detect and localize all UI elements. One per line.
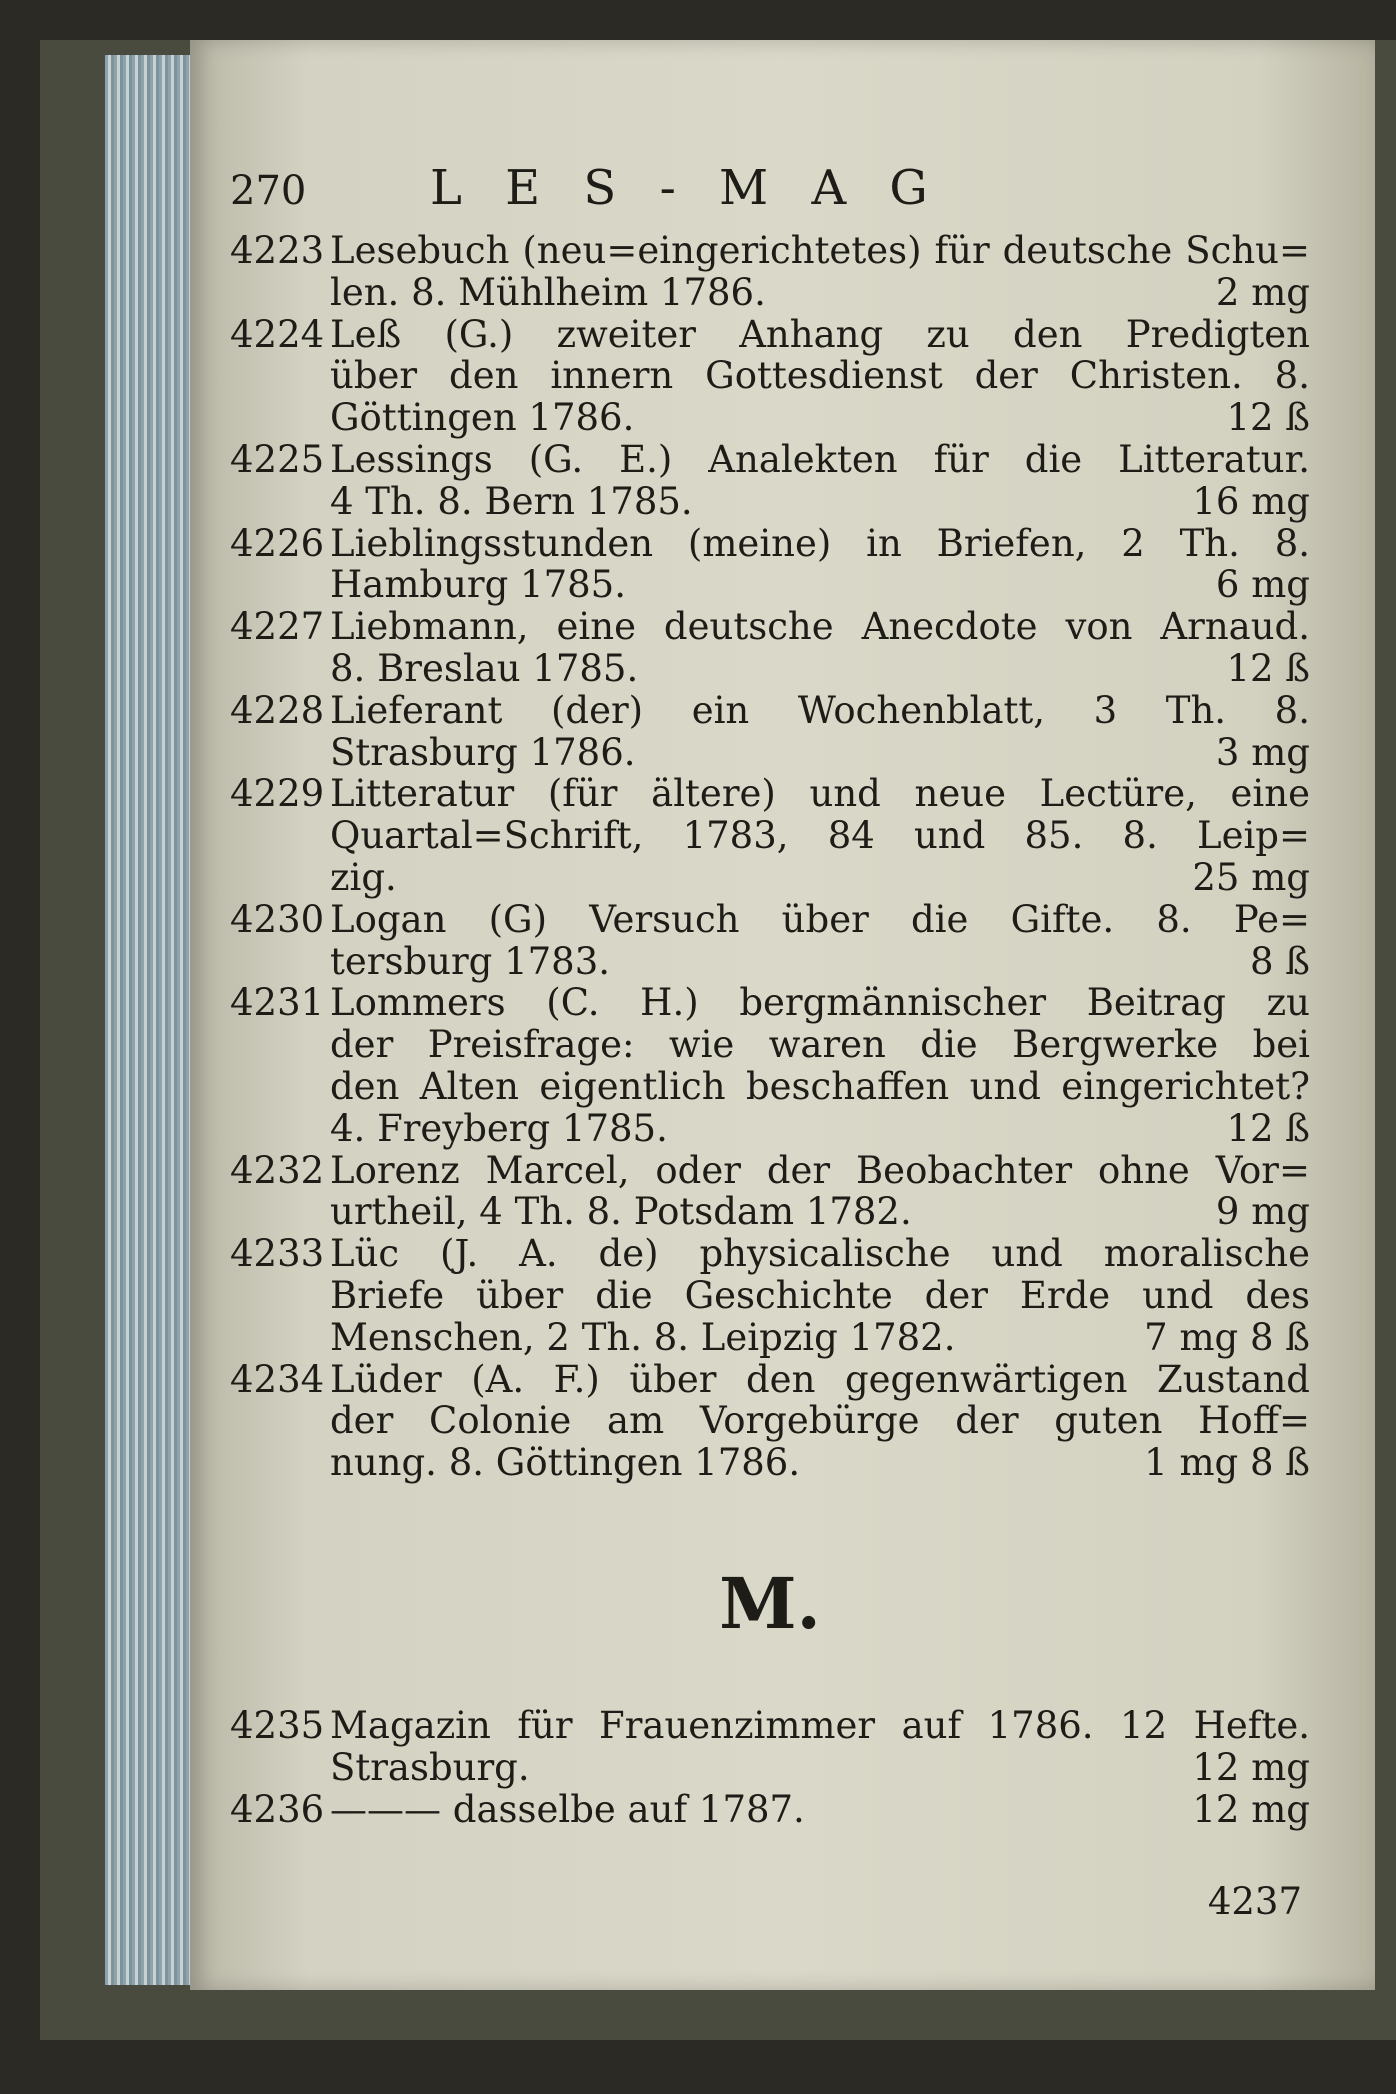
entry-line: Logan (G) Versuch über die Gifte. 8. Pe= bbox=[330, 897, 1310, 941]
entry-number: 4226 bbox=[230, 521, 325, 565]
entry-text bbox=[330, 1233, 1310, 1358]
page-content bbox=[230, 160, 1310, 1923]
catalog-entry bbox=[230, 773, 1310, 898]
entry-line: Litteratur (für ältere) und neue Lectüre, eine bbox=[330, 772, 1310, 816]
entry-last-line bbox=[330, 1747, 1310, 1789]
entry-line: Lorenz Marcel, oder der Beobachter ohne Vor= bbox=[330, 1148, 1310, 1192]
entry-last-line bbox=[330, 272, 1310, 314]
entry-number: 4227 bbox=[230, 605, 325, 649]
entry-text bbox=[330, 523, 1310, 607]
entry-list-l bbox=[230, 230, 1310, 1484]
entry-last-line bbox=[330, 648, 1310, 690]
entry-number: 4228 bbox=[230, 688, 325, 732]
entry-line: der Preisfrage: wie waren die Bergwerke bei bbox=[330, 1023, 1310, 1067]
entry-last-line bbox=[330, 1789, 1310, 1831]
catalog-entry bbox=[230, 523, 1310, 607]
catalog-entry bbox=[230, 1705, 1310, 1789]
entry-line: Lüder (A. F.) über den gegenwärtigen Zustand bbox=[330, 1357, 1310, 1401]
catalog-entry bbox=[230, 439, 1310, 523]
entry-price: 12 ß bbox=[1226, 396, 1310, 440]
entry-line: der Colonie am Vorgebürge der guten Hoff= bbox=[330, 1399, 1310, 1443]
catalog-entry bbox=[230, 1233, 1310, 1358]
entry-list-m bbox=[230, 1705, 1310, 1830]
entry-number: 4232 bbox=[230, 1148, 325, 1192]
entry-line: Lüc (J. A. de) physicalische und moralische bbox=[330, 1232, 1310, 1276]
entry-line: Magazin für Frauenzimmer auf 1786. 12 Hefte. bbox=[330, 1703, 1310, 1747]
entry-line: Lessings (G. E.) Analekten für die Litteratur. bbox=[330, 437, 1310, 481]
entry-line: nung. 8. Göttingen 1786. bbox=[330, 1441, 801, 1485]
catalog-entry bbox=[230, 690, 1310, 774]
entry-price: 3 mg bbox=[1215, 730, 1310, 774]
catchword: 4237 bbox=[1207, 1880, 1302, 1924]
entry-last-line bbox=[330, 941, 1310, 983]
entry-last-line bbox=[330, 564, 1310, 606]
catalog-entry bbox=[230, 899, 1310, 983]
entry-text bbox=[330, 899, 1310, 983]
entry-line: Menschen, 2 Th. 8. Leipzig 1782. bbox=[330, 1315, 956, 1359]
entry-line: Lieblingsstunden (meine) in Briefen, 2 Th. 8. bbox=[330, 521, 1310, 565]
entry-number: 4230 bbox=[230, 897, 325, 941]
entry-number: 4231 bbox=[230, 981, 325, 1025]
entry-price: 1 mg 8 ß bbox=[1144, 1441, 1310, 1485]
entry-price: 8 ß bbox=[1249, 939, 1310, 983]
entry-price: 12 ß bbox=[1226, 646, 1310, 690]
entry-number: 4235 bbox=[230, 1703, 325, 1747]
entry-price: 25 mg bbox=[1192, 855, 1310, 899]
entry-line: 4. Freyberg 1785. bbox=[330, 1106, 668, 1150]
entry-line: 8. Breslau 1785. bbox=[330, 646, 639, 690]
entry-last-line bbox=[330, 397, 1310, 439]
page-number: 270 bbox=[230, 168, 307, 214]
catalog-entry bbox=[230, 1359, 1310, 1484]
entry-last-line bbox=[330, 1442, 1310, 1484]
entry-text bbox=[330, 230, 1310, 314]
entry-last-line bbox=[330, 1317, 1310, 1359]
entry-line: Lommers (C. H.) bergmännischer Beitrag zu bbox=[330, 981, 1310, 1025]
entry-last-line bbox=[330, 481, 1310, 523]
entry-text bbox=[330, 1150, 1310, 1234]
entry-line: den Alten eigentlich beschaffen und eingerichtet? bbox=[330, 1064, 1310, 1108]
entry-line: Quartal=Schrift, 1783, 84 und 85. 8. Leip= bbox=[330, 814, 1310, 858]
entry-number: 4224 bbox=[230, 312, 325, 356]
catalog-entry bbox=[230, 314, 1310, 439]
entry-price: 12 mg bbox=[1192, 1787, 1310, 1831]
entry-text bbox=[330, 773, 1310, 898]
running-head: L E S - M A G bbox=[430, 160, 942, 216]
entry-line: tersburg 1783. bbox=[330, 939, 611, 983]
catalog-entry bbox=[230, 230, 1310, 314]
entry-line: urtheil, 4 Th. 8. Potsdam 1782. bbox=[330, 1190, 912, 1234]
entry-last-line bbox=[330, 1191, 1310, 1233]
entry-number: 4223 bbox=[230, 229, 325, 272]
entry-line: 4 Th. 8. Bern 1785. bbox=[330, 479, 693, 523]
catalog-entry bbox=[230, 982, 1310, 1149]
entry-number: 4233 bbox=[230, 1232, 325, 1276]
entry-line: über den innern Gottesdienst der Christen. 8. bbox=[330, 354, 1310, 398]
entry-line: Briefe über die Geschichte der Erde und des bbox=[330, 1273, 1310, 1317]
entry-text bbox=[330, 690, 1310, 774]
entry-line: Lieferant (der) ein Wochenblatt, 3 Th. 8. bbox=[330, 688, 1310, 732]
entry-line: Strasburg. bbox=[330, 1745, 530, 1789]
entry-line: zig. bbox=[330, 855, 397, 899]
entry-price: 7 mg 8 ß bbox=[1144, 1315, 1310, 1359]
catalog-entry bbox=[230, 1789, 1310, 1831]
entry-text bbox=[330, 982, 1310, 1149]
page-header bbox=[230, 160, 1310, 230]
entry-price: 12 mg bbox=[1192, 1745, 1310, 1789]
entry-text bbox=[330, 606, 1310, 690]
entry-price: 2 mg bbox=[1215, 270, 1310, 314]
section-heading: M. bbox=[719, 1561, 821, 1645]
entry-text bbox=[330, 314, 1310, 439]
entry-price: 12 ß bbox=[1226, 1106, 1310, 1150]
entry-last-line bbox=[330, 1108, 1310, 1150]
entry-number: 4234 bbox=[230, 1357, 325, 1401]
catalog-entry bbox=[230, 606, 1310, 690]
entry-price: 9 mg bbox=[1215, 1190, 1310, 1234]
entry-last-line bbox=[330, 732, 1310, 774]
entry-line: Liebmann, eine deutsche Anecdote von Arnaud. bbox=[330, 605, 1310, 649]
entry-text bbox=[330, 439, 1310, 523]
entry-text bbox=[330, 1705, 1310, 1789]
entry-line: Strasburg 1786. bbox=[330, 730, 636, 774]
entry-line: Leß (G.) zweiter Anhang zu den Predigten bbox=[330, 312, 1310, 356]
entry-line: Lesebuch (neu=eingerichtetes) für deutsche Schu= bbox=[330, 229, 1310, 272]
entry-text bbox=[330, 1789, 1310, 1831]
entry-line: Hamburg 1785. bbox=[330, 563, 626, 607]
entry-price: 6 mg bbox=[1215, 563, 1310, 607]
entry-text bbox=[330, 1359, 1310, 1484]
entry-number: 4236 bbox=[230, 1787, 325, 1831]
entry-number: 4225 bbox=[230, 437, 325, 481]
entry-price: 16 mg bbox=[1192, 479, 1310, 523]
entry-last-line bbox=[330, 857, 1310, 899]
entry-line: ——— dasselbe auf 1787. bbox=[330, 1787, 805, 1831]
entry-number: 4229 bbox=[230, 772, 325, 816]
entry-line: Göttingen 1786. bbox=[330, 396, 635, 440]
catalog-entry bbox=[230, 1150, 1310, 1234]
entry-line: len. 8. Mühlheim 1786. bbox=[330, 270, 766, 314]
